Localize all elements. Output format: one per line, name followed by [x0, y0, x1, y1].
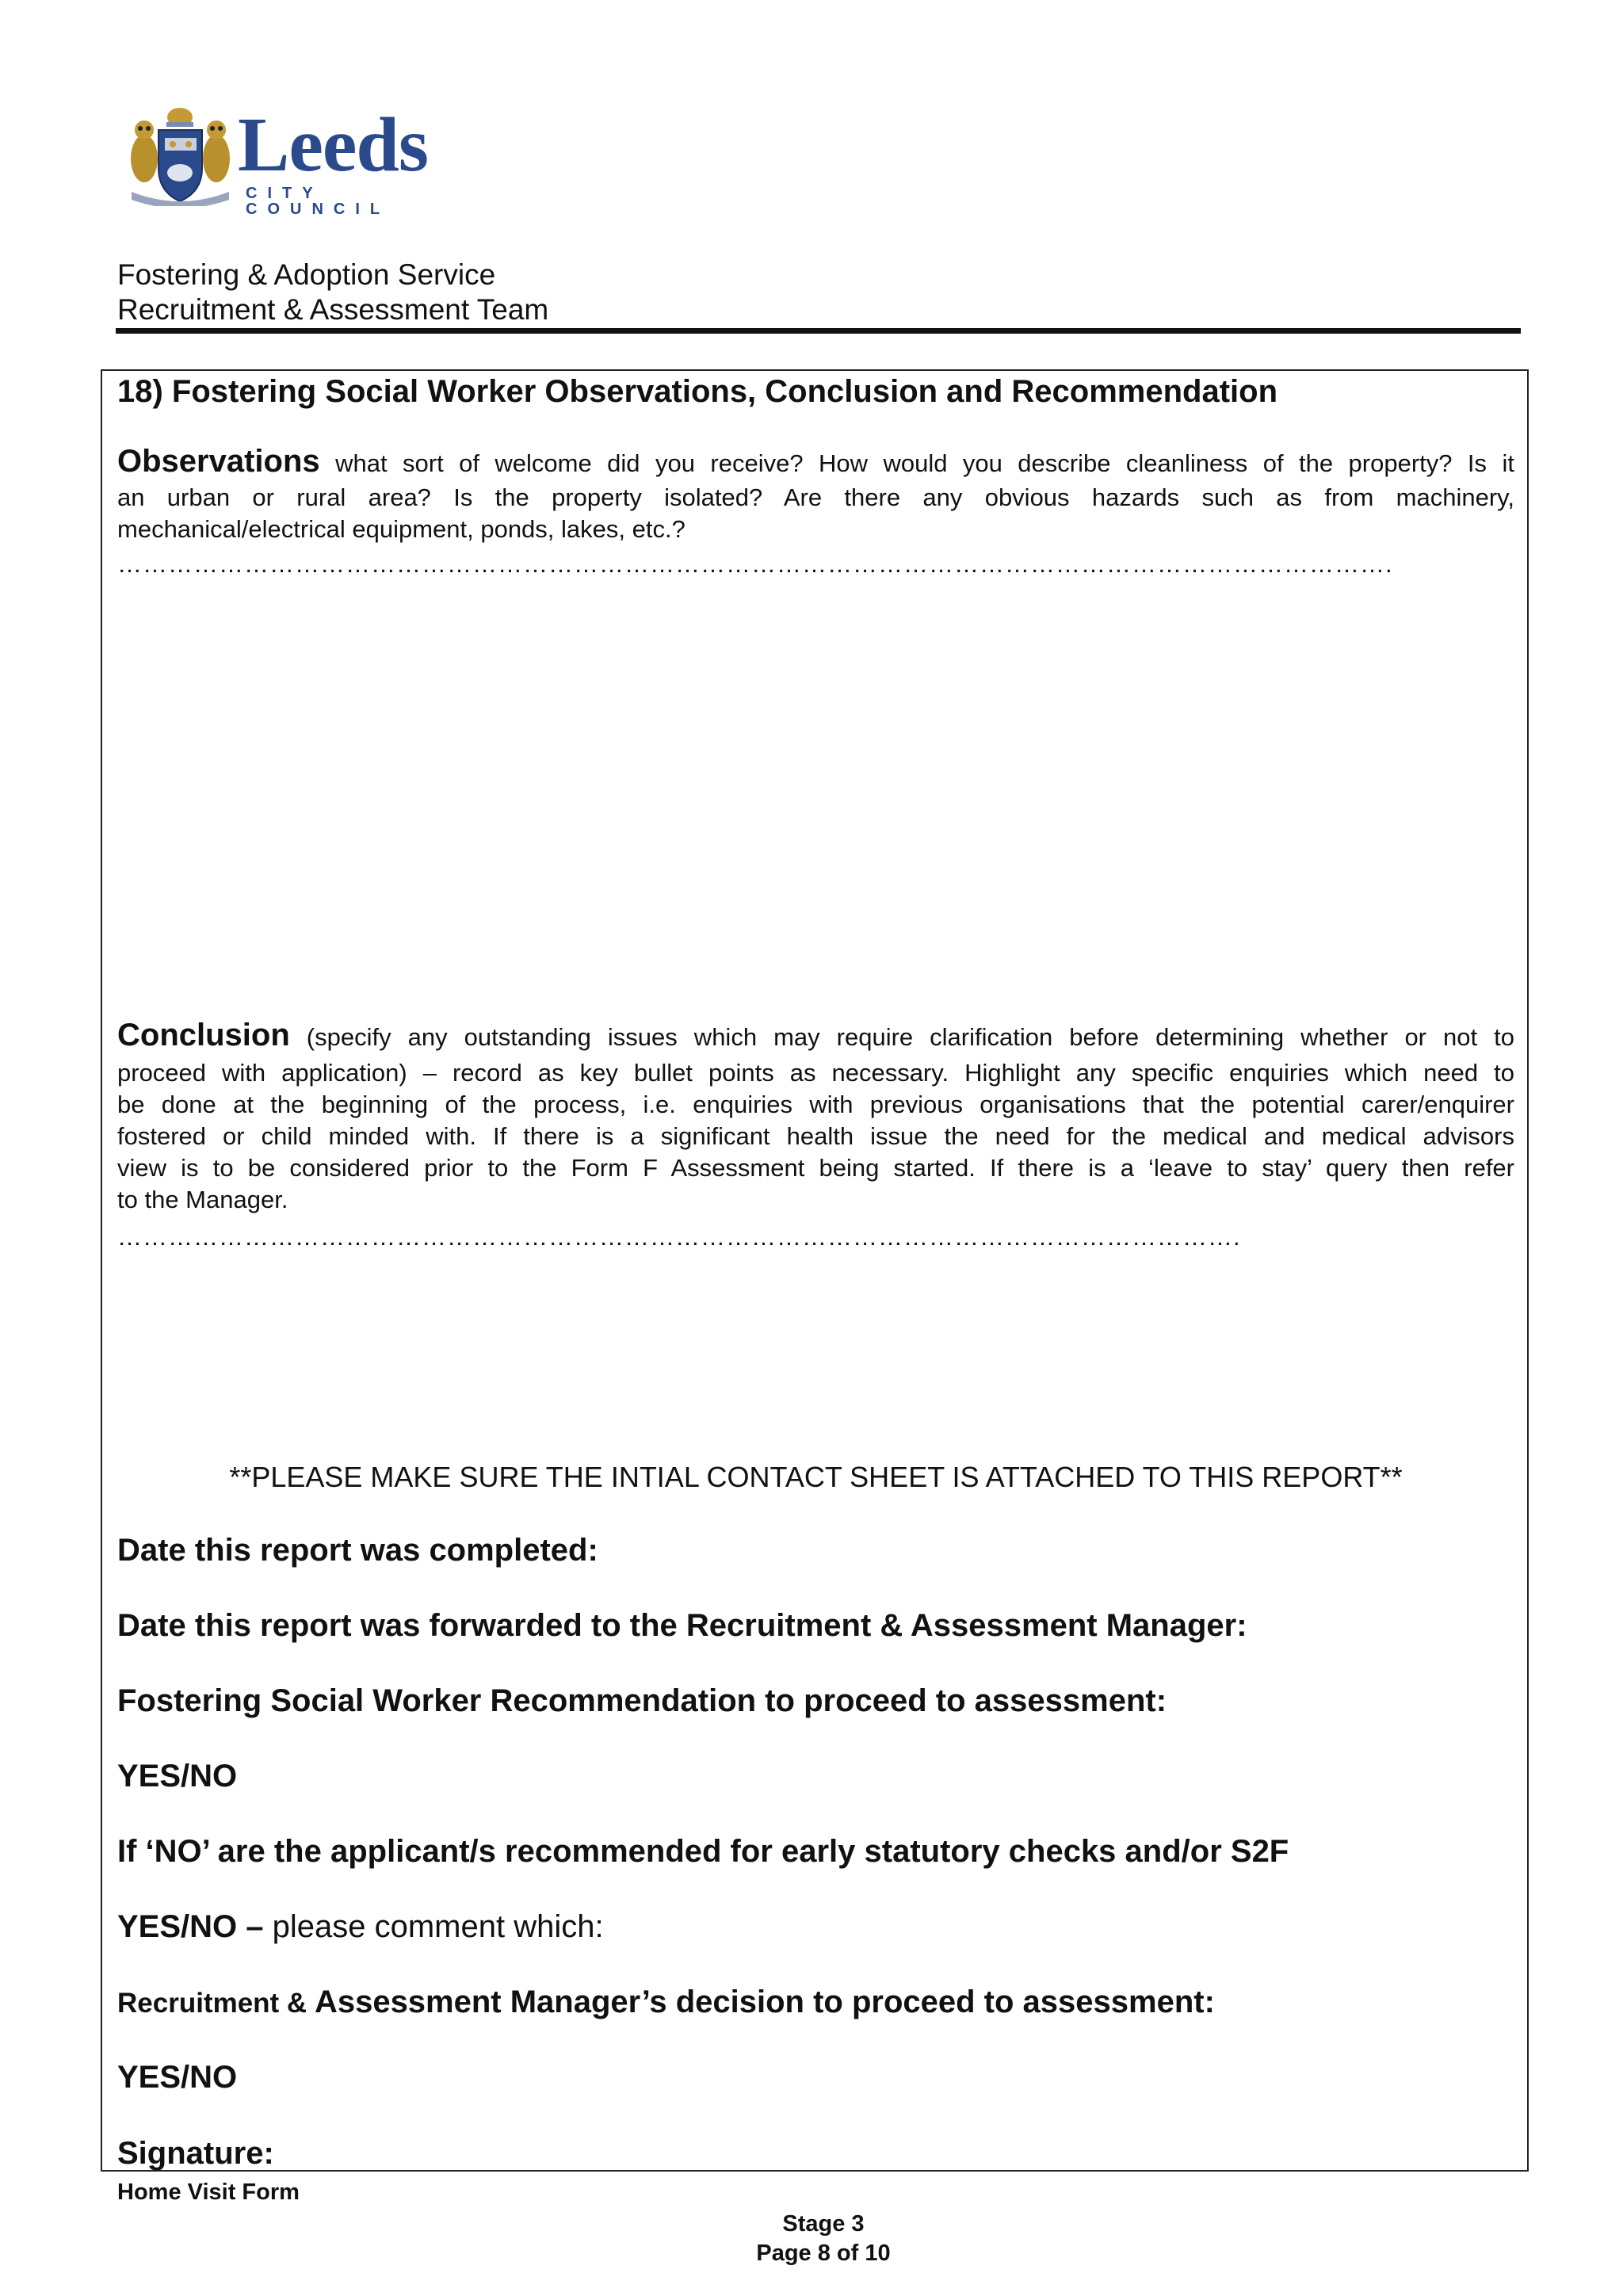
footer-page-number: Page 8 of 10	[756, 2241, 891, 2266]
header-team: Recruitment & Assessment Team	[117, 293, 549, 326]
manager-decision-prefix: Recruitment &	[117, 1988, 315, 2019]
footer-stage: Stage 3	[782, 2211, 865, 2237]
observations-line-3: mechanical/electrical equipment, ponds, lakes, etc.?	[117, 515, 685, 543]
conclusion-line-1	[117, 1019, 1514, 1053]
logo-subtitle: CITY COUNCIL	[246, 185, 391, 218]
manager-decision-label: Assessment Manager’s decision to proceed to assessment:	[314, 1985, 1215, 2019]
early-checks-comment-label: please comment which:	[263, 1909, 604, 1944]
observations-line-2: an urban or rural area? Is the property isolated? Are there any obvious hazards such as from machinery,	[117, 483, 1514, 511]
header-divider	[116, 328, 1521, 334]
header-service: Fostering & Adoption Service	[117, 258, 496, 291]
observations-line-1	[117, 445, 1514, 479]
conclusion-line-3: be done at the beginning of the process, i.e. enquiries with previous organisations that the potential carer/enquirer	[117, 1091, 1514, 1118]
recommendation-yes-no[interactable]: YES/NO	[117, 1759, 238, 1794]
conclusion-line-5: view is to be considered prior to the Form F Assessment being started. If there is a ‘leave to stay’ query then refer	[117, 1154, 1514, 1182]
conclusion-line-6: to the Manager.	[117, 1186, 288, 1213]
manager-decision-line	[117, 1986, 1514, 2018]
logo-wordmark: Leeds	[238, 102, 428, 188]
observations-dotted-line: …………………………………………………………………………………………………………………………………….	[117, 552, 1393, 576]
observations-label: Observations	[117, 444, 320, 479]
observations-prompt-1: what sort of welcome did you receive? How would you describe cleanliness of the property? Is it	[335, 449, 1514, 477]
recommendation-label: Fostering Social Worker Recommendation to proceed to assessment:	[117, 1683, 1167, 1718]
conclusion-answer-area[interactable]	[117, 1260, 1514, 1442]
date-forwarded-label: Date this report was forwarded to the Recruitment & Assessment Manager:	[117, 1608, 1247, 1643]
observations-answer-area[interactable]	[117, 586, 1514, 1007]
signature-label: Signature:	[117, 2136, 274, 2171]
attachment-notice: **PLEASE MAKE SURE THE INTIAL CONTACT SHEET IS ATTACHED TO THIS REPORT**	[229, 1461, 1403, 1493]
conclusion-prompt-1: (specify any outstanding issues which may require clarification before determining whether or not to	[306, 1023, 1514, 1051]
manager-yes-no[interactable]: YES/NO	[117, 2060, 238, 2095]
early-checks-yes-no-line	[117, 1911, 1514, 1943]
conclusion-dotted-line: …………………………………………………………………………………………………………………….	[117, 1224, 1241, 1249]
early-checks-yes-no[interactable]: YES/NO –	[117, 1909, 264, 1944]
date-completed-label: Date this report was completed:	[117, 1533, 598, 1568]
conclusion-line-2: proceed with application) – record as key bullet points as necessary. Highlight any specific enquiries which need to	[117, 1059, 1514, 1087]
leeds-city-council-logo	[127, 102, 475, 218]
early-checks-label: If ‘NO’ are the applicant/s recommended for early statutory checks and/or S2F	[117, 1834, 1289, 1869]
footer-form-name: Home Visit Form	[117, 2179, 300, 2205]
conclusion-line-4: fostered or child minded with. If there is a significant health issue the need for the medical and medical advisors	[117, 1122, 1514, 1150]
conclusion-label: Conclusion	[117, 1018, 290, 1052]
coat-of-arms-icon	[127, 103, 234, 206]
section-title: 18) Fostering Social Worker Observations, Conclusion and Recommendation	[117, 374, 1278, 409]
